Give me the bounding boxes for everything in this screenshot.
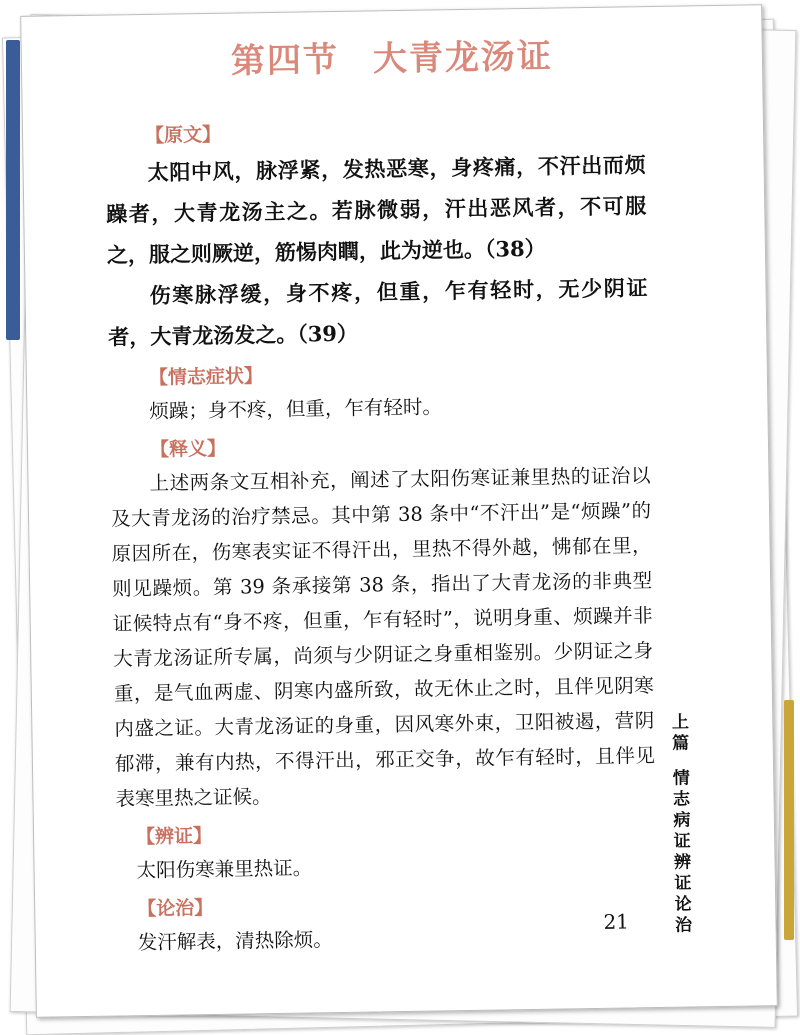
explanation-tag: 【释义】 bbox=[149, 437, 227, 461]
section-title bbox=[22, 25, 763, 86]
emotion-symptom-text: 烦躁；身不疼，但重，乍有轻时。 bbox=[149, 395, 443, 423]
diagnosis-text: 太阳伤寒兼里热证。 bbox=[136, 856, 313, 883]
section-number: 第四节 bbox=[230, 39, 340, 82]
diagnosis-tag: 【辨证】 bbox=[135, 824, 213, 849]
book-cover-edge-gold bbox=[784, 700, 794, 940]
original-paragraph-39: 伤寒脉浮缓，身不疼，但重，乍有轻时，无少阴证者，大青龙汤发之。（39） bbox=[108, 275, 648, 350]
treatment-tag: 【论治】 bbox=[137, 896, 214, 921]
original-paragraph-38: 太阳中风，脉浮紧，发热恶寒，身疼痛，不汗出而烦躁者，大青龙汤主之。若脉微弱，汗出恶风者，不可服之，服之则厥逆，筋惕肉瞤，此为逆也。（38） bbox=[106, 152, 647, 268]
page-content bbox=[105, 107, 658, 960]
treatment-text: 发汗解表，清热除烦。 bbox=[137, 928, 333, 955]
explanation-text: 上述两条文互相补充，阐述了太阳伤寒证兼里热的证治以及大青龙汤的治疗禁忌。其中第 38 条中“不汗出”是“烦躁”的原因所在，伤寒表实证不得汗出，里热不得外越，怫郁在里，则见躁烦。第 39 条承接第 38 条，指出了大青龙汤的非典型证候特点有“身不疼，但重，乍有轻时”，说明身重、烦躁并非大青龙汤证所专属，尚须与少阴证之身重相鉴别。少阴证之身重，是气血两虚、阴寒内盛所致，故无休止之时，且伴见阴寒内盛之证。大青龙汤证的身重，因风寒外束，卫阳被遏，营阴郁滞，兼有内热，不得汗出，邪正交争，故乍有轻时，且伴见表寒里热之证候。 bbox=[110, 464, 656, 811]
book-page bbox=[20, 4, 778, 1018]
emotion-symptom-tag: 【情志症状】 bbox=[148, 365, 264, 389]
page-number: 21 bbox=[603, 909, 630, 934]
section-name: 大青龙汤证 bbox=[372, 36, 554, 80]
book-cover-edge bbox=[6, 40, 20, 340]
side-part-label: 上 篇 bbox=[671, 712, 690, 754]
side-running-head bbox=[668, 712, 696, 936]
side-book-label: 情 志 病 证 辨 证 论 治 bbox=[672, 768, 693, 936]
original-text-tag: 【原文】 bbox=[144, 123, 222, 147]
